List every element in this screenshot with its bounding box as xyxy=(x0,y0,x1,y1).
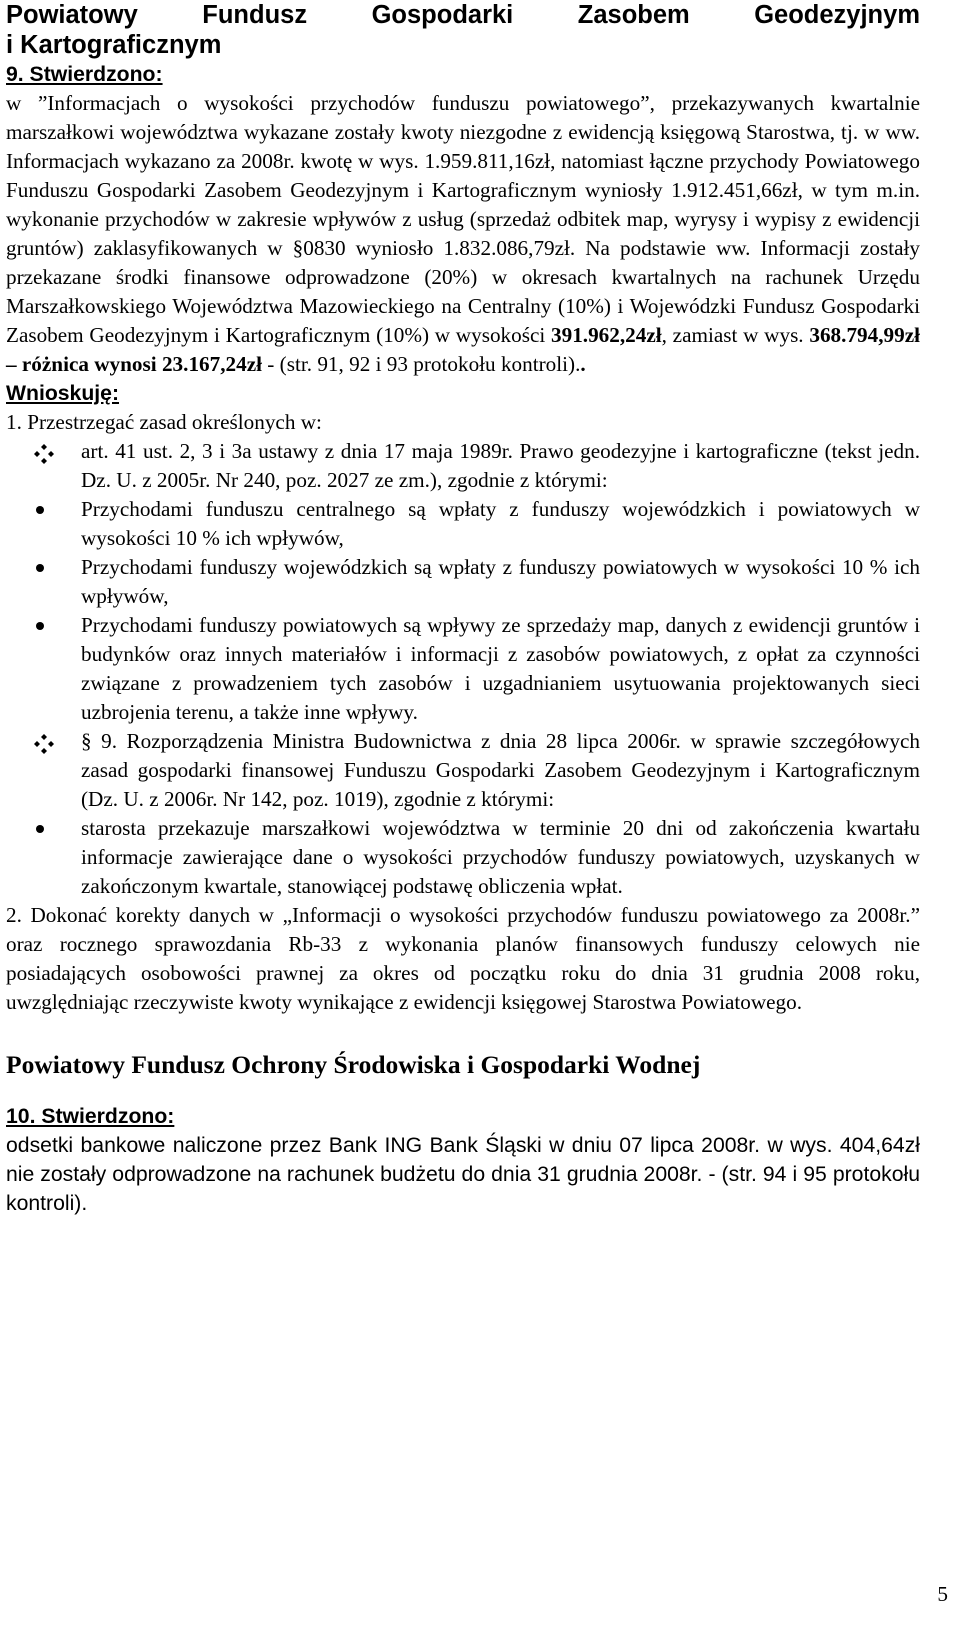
recommendation-1-intro: 1. Przestrzegać zasad określonych w: xyxy=(6,410,322,434)
section-title-pfggik-line2 xyxy=(6,30,920,60)
regulation-reference-text: § 9. Rozporządzenia Ministra Budownictwa z dnia 28 lipca 2006r. w sprawie szczegółowych zasad gospodarki finansowej Funduszu Gospodarki Zasobem Geodezyjnym i Kartograficznym (Dz. U. z 2006r. Nr 142, poz. 1019), zgodnie z którymi: xyxy=(81,729,920,811)
bullet-icon xyxy=(36,553,66,582)
law-reference-item xyxy=(6,437,920,495)
diamond-bullet-icon xyxy=(33,728,63,757)
diamond-bullet-icon xyxy=(33,438,63,467)
finding-text-d: - (str. 91, 92 i 93 protokołu kontroli). xyxy=(262,352,581,376)
bullet-text: Przychodami funduszu centralnego są wpłaty z funduszy wojewódzkich i powiatowych w wysokości 10 % ich wpływów, xyxy=(81,497,920,550)
difference-amount: 368.794,99zł – różnica wynosi 23.167,24zł xyxy=(6,323,920,376)
regulation-reference-item xyxy=(6,727,920,814)
bullet-item xyxy=(6,553,920,611)
document-page xyxy=(6,0,920,1218)
bullet-icon xyxy=(36,814,66,843)
bullet-text: Przychodami funduszy powiatowych są wpływy ze sprzedaży map, danych z ewidencji gruntów i budynków oraz innych materiałów i informacji z zasobów powiatowych, z opłat za czynności związane z prowadzeniem tych zasobów i uzgadnianiem usytuowania projektowanych sieci uzbrojenia terenu, a także inne wpływy. xyxy=(81,613,920,724)
bullet-item xyxy=(6,611,920,727)
section-title-pfosigw: Powiatowy Fundusz Ochrony Środowiska i Gospodarki Wodnej xyxy=(6,1050,701,1079)
finding-paragraph-9 xyxy=(6,89,920,379)
finding-text-a: w ”Informacjach o wysokości przychodów funduszu powiatowego”, przekazywanych kwartalnie marszałkowi województwa wykazane zostały kwoty niezgodne z ewidencją księgową Starostwa, tj. w ww. Informacjach wykazano za 2008r. kwotę w wys. 1.959.811,16zł, natomiast łączne przychody Powiatowego Funduszu Gospodarki Zasobem Geodezyjnym i Kartograficznym wyniosły 1.912.451,66zł, w tym m.in. wykonanie przychodów w zakresie wpływów z usług (sprzedaż odbitek map, wyrysy i wypisy z ewidencji gruntów) zaklasyfikowanych w §0830 wyniosło 1.832.086,79zł. Na podstawie ww. xyxy=(6,91,920,260)
page-number: 5 xyxy=(937,1582,948,1606)
finding-text-end: . xyxy=(580,352,586,376)
finding-heading-9: 9. Stwierdzono: xyxy=(6,63,163,86)
bullet-icon xyxy=(36,611,66,640)
bullet-text: Przychodami funduszy wojewódzkich są wpłaty z funduszy powiatowych w wysokości 10 % ich wpływów, xyxy=(81,555,920,608)
bullet-text: starosta przekazuje marszałkowi województwa w terminie 20 dni od zakończenia kwartału informacje zawierające dane o wysokości przychodów funduszy powiatowych, uzyskanych w zakończonym kwartale, stanowiącej podstawę obliczenia wpłat. xyxy=(81,816,920,898)
section-title-pfggik xyxy=(6,0,920,30)
law-reference-text: art. 41 ust. 2, 3 i 3a ustawy z dnia 17 maja 1989r. Prawo geodezyjne i kartograficzne (tekst jedn. Dz. U. z 2005r. Nr 240, poz. 2027 ze zm.), zgodnie z którymi: xyxy=(81,439,920,492)
finding-paragraph-10: odsetki bankowe naliczone przez Bank ING Bank Śląski w dniu 07 lipca 2008r. w wys. 404,64zł nie zostały odprowadzone na rachunek budżetu do dnia 31 grudnia 2008r. - (str. 94 i 95 protokołu kontroli). xyxy=(6,1134,920,1215)
finding-text-c: , zamiast w wys. xyxy=(661,323,810,347)
finding-text-b: Informacji zostały przekazane środki finansowe odprowadzone (20%) w okresach kwartalnych na rachunek Urzędu Marszałkowskiego Województwa Mazowieckiego na Centralny (10%) i Wojewódzki Fundusz Gospodarki Zasobem Geodezyjnym i Kartograficznym (10%) w wysokości xyxy=(6,236,920,347)
bullet-icon xyxy=(36,495,66,524)
bullet-item xyxy=(6,814,920,901)
section-title-line1: Powiatowy Fundusz Gospodarki Zasobem Geodezyjnym xyxy=(6,1,920,29)
bullet-item xyxy=(6,495,920,553)
recommendation-2: 2. Dokonać korekty danych w „Informacji o wysokości przychodów funduszu powiatowego za 2008r.” oraz rocznego sprawozdania Rb-33 z wykonania planów finansowych funduszy celowych nie posiadających osobowości prawnej za okres od początku roku do dnia 31 grudnia 2008 roku, uwzględniając rzeczywiste kwoty wynikające z ewidencji księgowej Starostwa Powiatowego. xyxy=(6,903,920,1014)
reported-amount: 391.962,24zł xyxy=(551,323,662,347)
finding-heading-10: 10. Stwierdzono: xyxy=(6,1105,175,1128)
section-title-line2: i Kartograficznym xyxy=(6,31,222,59)
conclusion-heading: Wnioskuję: xyxy=(6,382,120,405)
